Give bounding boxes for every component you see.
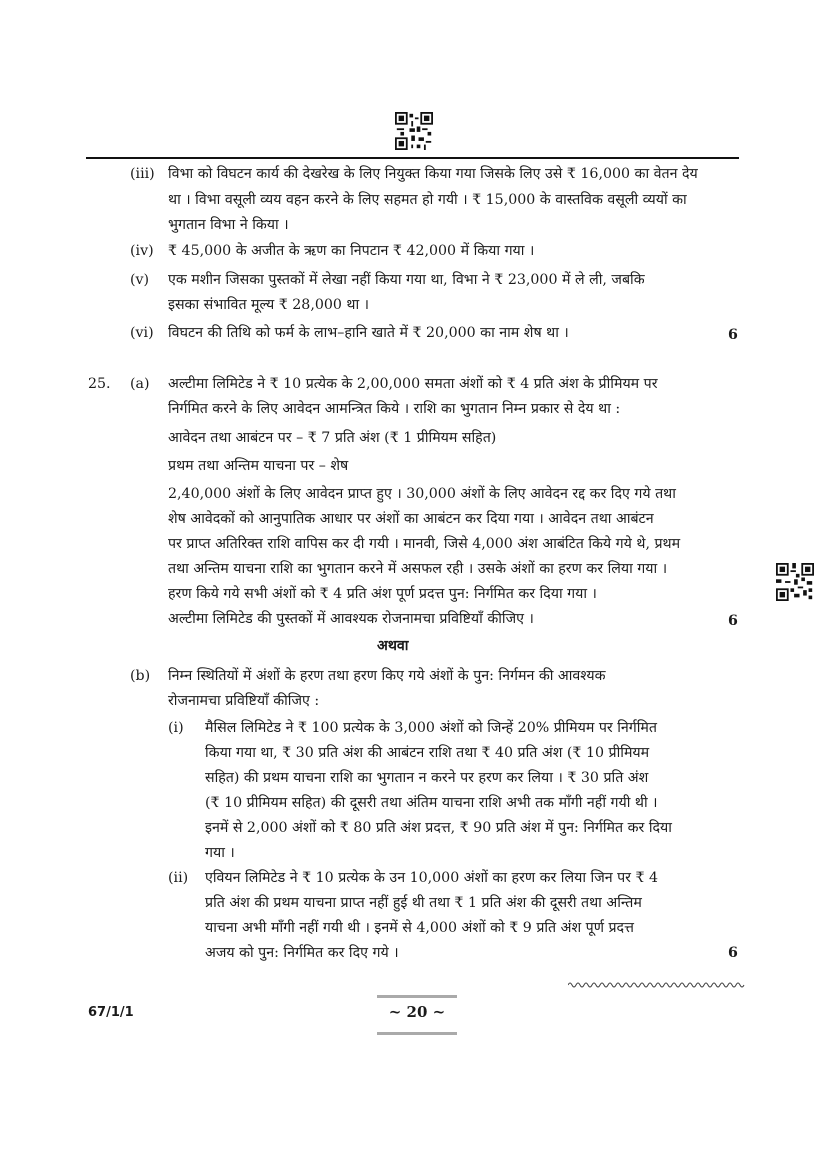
text-line: भुगतान विभा ने किया । (168, 217, 289, 233)
text-line: इनमें से 2,000 अंशों को ₹ 80 प्रति अंश प्रदत्त, ₹ 90 प्रति अंश में पुन: निर्गमित कर दिया (205, 820, 672, 836)
text-line: सहित) की प्रथम याचना राशि का भुगतान न करने पर हरण कर लिया । ₹ 30 प्रति अंश (205, 770, 649, 786)
text-line: विभा को विघटन कार्य की देखरेख के लिए नियुक्त किया गया जिसके लिए उसे ₹ 16,000 का वेतन देय (168, 166, 698, 182)
text-line: एवियन लिमिटेड ने ₹ 10 प्रत्येक के उन 10,000 अंशों का हरण कर लिया जिन पर ₹ 4 (205, 870, 659, 886)
marks: 6 (728, 613, 738, 629)
text-line: ₹ 45,000 के अजीत के ऋण का निपटान ₹ 42,000 में किया गया । (168, 243, 535, 259)
text-line: पर प्राप्त अतिरिक्त राशि वापिस कर दी गयी । मानवी, जिसे 4,000 अंश आबंटित किये गये थे, प्रथम (168, 536, 681, 552)
text-line: अल्टीमा लिमिटेड की पुस्तकों में आवश्यक रोजनामचा प्रविष्टियाँ कीजिए । (168, 611, 534, 627)
text-line: 2,40,000 अंशों के लिए आवेदन प्राप्त हुए । 30,000 अंशों के लिए आवेदन रद्द कर दिए गये तथा (168, 486, 676, 502)
text-line: याचना अभी माँगी नहीं गयी थी । इनमें से 4,000 अंशों को ₹ 9 प्रति अंश पूर्ण प्रदत्त (205, 920, 634, 936)
text-line: विघटन की तिथि को फर्म के लाभ–हानि खाते में ₹ 20,000 का नाम शेष था । (168, 325, 569, 341)
paper-code: 67/1/1 (88, 1005, 134, 1020)
sub-part-label: (ii) (168, 870, 189, 886)
text-line: अल्टीमा लिमिटेड ने ₹ 10 प्रत्येक के 2,00,000 समता अंशों को ₹ 4 प्रति अंश के प्रीमियम पर (168, 376, 658, 392)
marks: 6 (728, 945, 738, 961)
text-line: आवेदन तथा आबंटन पर – ₹ 7 प्रति अंश (₹ 1 प्रीमियम सहित) (168, 430, 497, 446)
part-label: (iii) (130, 166, 155, 182)
text-line: (₹ 10 प्रीमियम सहित) की दूसरी तथा अंतिम याचना राशि अभी तक माँगी नहीं गयी थी । (205, 795, 658, 811)
text-line: प्रति अंश की प्रथम याचना प्राप्त नहीं हुई थी तथा ₹ 1 प्रति अंश की दूसरी तथा अन्तिम (205, 895, 642, 911)
sub-part-label: (i) (168, 720, 184, 736)
text-line: निर्गमित करने के लिए आवेदन आमन्त्रित किये । राशि का भुगतान निम्न प्रकार से देय था : (168, 401, 621, 417)
text-line: शेष आवेदकों को आनुपातिक आधार पर अंशों का आबंटन कर दिया गया । आवेदन तथा आबंटन (168, 511, 654, 527)
text-line: किया गया था, ₹ 30 प्रति अंश की आबंटन राशि तथा ₹ 40 प्रति अंश (₹ 10 प्रीमियम (205, 745, 650, 761)
qr-code-top (395, 112, 433, 150)
part-label: (vi) (130, 325, 154, 341)
part-label: (iv) (130, 243, 154, 259)
part-label: (b) (130, 668, 151, 684)
text-line: रोजनामचा प्रविष्टियाँ कीजिए : (168, 693, 320, 709)
qr-code-side (776, 563, 814, 601)
part-label: (v) (130, 272, 150, 288)
text-line: तथा अन्तिम याचना राशि का भुगतान करने में असफल रही । उसके अंशों का हरण कर लिया गया । (168, 561, 668, 577)
marks: 6 (728, 327, 738, 343)
page-number: ~ 20 ~ (388, 1003, 446, 1021)
header-rule (86, 157, 739, 159)
text-line: मैसिल लिमिटेड ने ₹ 100 प्रत्येक के 3,000 अंशों को जिन्हें 20% प्रीमियम पर निर्गमित (205, 720, 658, 736)
text-line: इसका संभावित मूल्य ₹ 28,000 था । (168, 297, 370, 313)
text-line: अजय को पुन: निर्गमित कर दिए गये । (205, 945, 399, 961)
or-heading: अथवा (377, 638, 409, 654)
text-line: एक मशीन जिसका पुस्तकों में लेखा नहीं किया गया था, विभा ने ₹ 23,000 में ले ली, जबकि (168, 272, 645, 288)
wavy-divider (568, 980, 746, 990)
part-label: (a) (130, 376, 150, 392)
question-number: 25. (88, 376, 111, 392)
text-line: हरण किये गये सभी अंशों को ₹ 4 प्रति अंश पूर्ण प्रदत्त पुन: निर्गमित कर दिया गया । (168, 586, 597, 602)
text-line: प्रथम तथा अन्तिम याचना पर – शेष (168, 458, 349, 474)
text-line: था । विभा वसूली व्यय वहन करने के लिए सहमत हो गयी । ₹ 15,000 के वास्तविक वसूली व्ययों का (168, 192, 687, 208)
text-line: गया । (205, 845, 235, 861)
text-line: निम्न स्थितियों में अंशों के हरण तथा हरण किए गये अंशों के पुन: निर्गमन की आवश्यक (168, 668, 606, 684)
